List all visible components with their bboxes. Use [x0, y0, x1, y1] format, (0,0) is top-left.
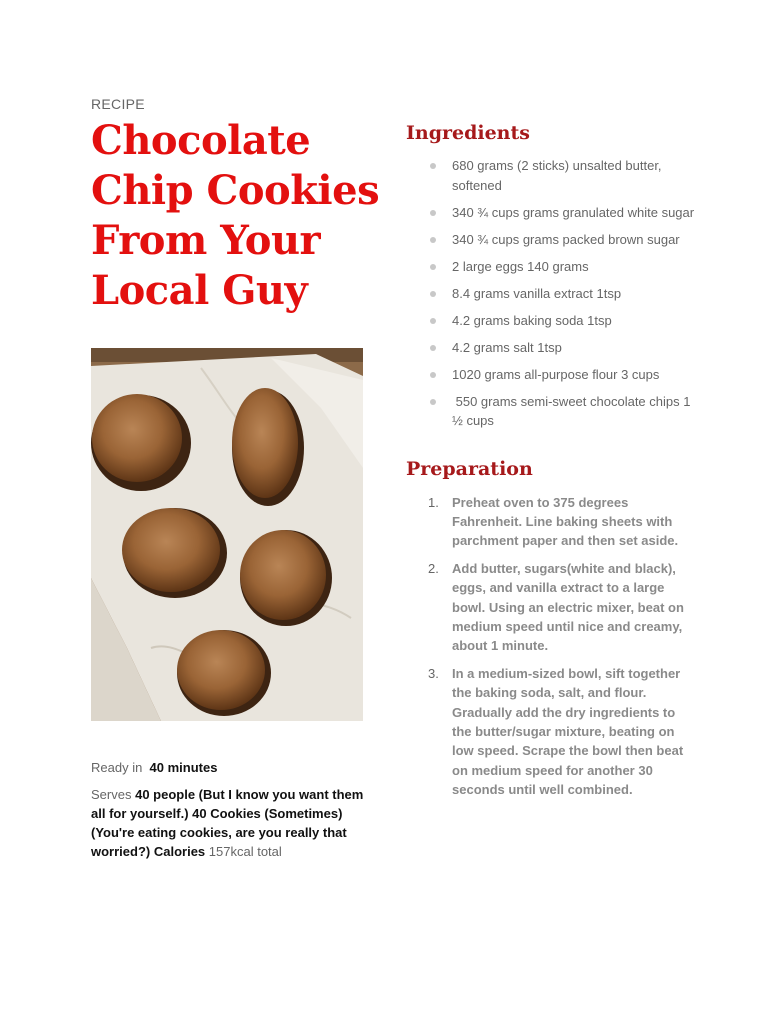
ingredient-text: 680 grams (2 sticks) unsalted butter, softened: [452, 158, 662, 193]
ingredient-text: 2 large eggs 140 grams: [452, 258, 589, 274]
bullet-icon: [430, 291, 436, 297]
ready-in-label: Ready in: [91, 760, 143, 775]
step-number: 3.: [428, 665, 439, 681]
recipe-meta: [91, 758, 376, 869]
bullet-icon: [430, 399, 436, 405]
step-text: Preheat oven to 375 degrees Fahrenheit. Line baking sheets with parchment paper and then set aside.: [452, 494, 679, 549]
calories-label: Calories: [153, 844, 206, 859]
serves-label: Serves: [91, 787, 132, 802]
ingredient-item: [406, 311, 696, 331]
calories-value: 157kcal total: [208, 844, 282, 859]
bullet-icon: [430, 318, 436, 324]
bullet-icon: [430, 372, 436, 378]
ingredients-heading: Ingredients: [406, 122, 530, 144]
preparation-step: [406, 493, 696, 551]
recipe-title-line: Chocolate: [91, 117, 311, 164]
recipe-title-line: Local Guy: [91, 267, 308, 314]
step-number: 2.: [428, 560, 439, 576]
serves-value: 40 people (But I know you want them all for yourself.) 40 Cookies (Sometimes) (You're eating cookies, are you really that worried?): [91, 787, 364, 859]
ingredient-text: 8.4 grams vanilla extract 1tsp: [452, 285, 622, 301]
ingredient-item: [406, 257, 696, 277]
recipe-header: [91, 96, 381, 316]
ingredient-text: 1020 grams all-purpose flour 3 cups: [452, 366, 660, 382]
ingredient-text: 550 grams semi-sweet chocolate chips 1 ½ cups: [452, 393, 695, 428]
ready-in-value: 40 minutes: [149, 760, 218, 775]
bullet-icon: [430, 345, 436, 351]
preparation-step: [406, 559, 696, 656]
recipe-eyebrow: RECIPE: [91, 96, 145, 112]
cookies-photo: [91, 348, 363, 721]
recipe-title-line: Chip Cookies: [91, 167, 380, 214]
step-text: Add butter, sugars(white and black), eggs, and vanilla extract to a large bowl. Using an electric mixer, beat on medium speed until nice and creamy, about 1 minute.: [452, 560, 684, 654]
step-text: In a medium-sized bowl, sift together the baking soda, salt, and flour. Gradually add the dry ingredients to the butter/sugar mixture, beating on low speed. Scrape the bowl then beat on medium speed for another 30 seconds until well combined.: [452, 665, 684, 798]
ingredient-item: [406, 284, 696, 304]
ready-in-row: [91, 758, 376, 777]
recipe-title: [91, 116, 381, 316]
preparation-heading: Preparation: [406, 457, 533, 480]
ingredient-item: [406, 230, 696, 250]
step-number: 1.: [428, 494, 439, 510]
recipe-body: [406, 122, 696, 808]
ingredient-item: [406, 392, 696, 431]
bullet-icon: [430, 237, 436, 243]
ingredient-text: 340 ¾ cups grams packed brown sugar: [452, 231, 680, 247]
preparation-steps: [406, 493, 696, 800]
recipe-title-line: From Your: [91, 217, 321, 264]
ingredient-item: [406, 338, 696, 358]
ingredient-text: 4.2 grams baking soda 1tsp: [452, 312, 612, 328]
ingredients-list: [406, 156, 696, 431]
bullet-icon: [430, 264, 436, 270]
ingredient-item: [406, 203, 696, 223]
bullet-icon: [430, 210, 436, 216]
ingredient-text: 4.2 grams salt 1tsp: [452, 339, 562, 355]
ingredient-item: [406, 365, 696, 385]
bullet-icon: [430, 163, 436, 169]
ingredient-text: 340 ¾ cups grams granulated white sugar: [452, 204, 695, 220]
serves-row: [91, 785, 376, 861]
ingredient-item: [406, 156, 696, 195]
preparation-step: [406, 664, 696, 800]
